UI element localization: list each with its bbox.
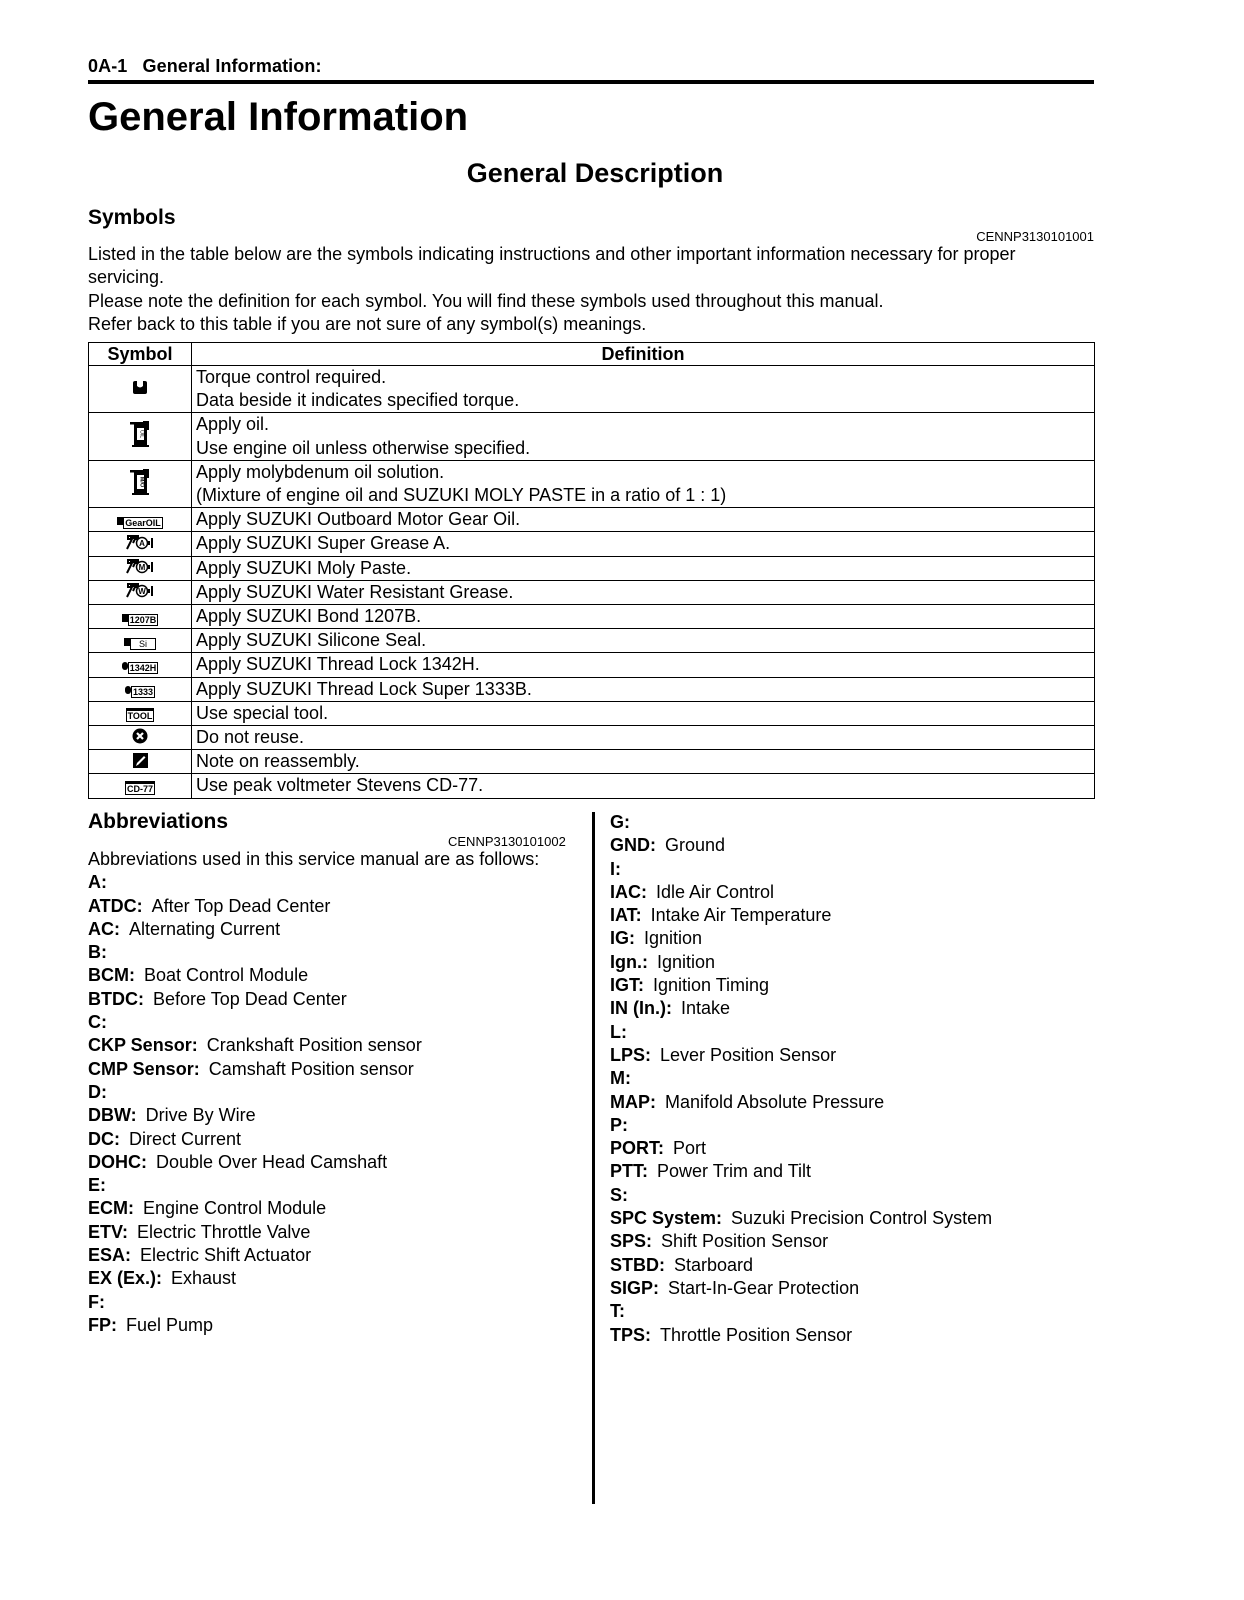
abbreviation-term: BTDC:: [88, 988, 144, 1009]
table-row: [89, 653, 1095, 677]
abbreviation-term: PTT:: [610, 1161, 648, 1182]
note-pencil-icon: [133, 752, 148, 773]
definition-cell: [192, 774, 1095, 798]
abbreviation-definition: Intake Air Temperature: [650, 905, 832, 926]
symbol-cell: [89, 653, 192, 677]
abbreviation-entry: [88, 1058, 578, 1081]
abbreviation-term: IG:: [610, 928, 635, 949]
table-row: [89, 677, 1095, 701]
abbreviation-entry: [610, 1277, 1090, 1300]
abbreviation-term: SIGP:: [610, 1277, 660, 1298]
intro-paragraph: Please note the definition for each symbol. You will find these symbols used throughout this manual.: [88, 290, 884, 311]
thread-lock-icon: 1342H: [122, 655, 159, 676]
column-divider: [592, 812, 595, 1504]
definition-cell: [192, 677, 1095, 701]
definition-cell: [192, 726, 1095, 750]
symbol-cell: [89, 508, 192, 532]
abbreviation-entry: [88, 1174, 578, 1197]
abbreviation-term: ETV:: [88, 1221, 129, 1242]
abbreviation-entry: [88, 988, 578, 1011]
definition-line: Data beside it indicates specified torque.: [196, 390, 520, 411]
toolbox-icon: TOOL: [126, 703, 155, 724]
abbreviation-definition: Intake: [680, 998, 731, 1019]
table-header-row: [89, 343, 1095, 366]
abbreviation-term: I:: [610, 858, 621, 879]
abbreviation-entry: [88, 1267, 578, 1290]
symbol-cell: [89, 532, 192, 556]
definition-cell: [192, 605, 1095, 629]
definition-line: Apply SUZUKI Water Resistant Grease.: [196, 581, 514, 602]
abbreviation-term: FP:: [88, 1314, 117, 1335]
intro-paragraph: Refer back to this table if you are not sure of any symbol(s) meanings.: [88, 313, 647, 334]
moly-oil-can-icon: [129, 468, 151, 501]
abbreviation-term: CMP Sensor:: [88, 1058, 200, 1079]
abbreviation-definition: Shift Position Sensor: [661, 1231, 829, 1252]
abbreviation-definition: Electric Throttle Valve: [137, 1221, 311, 1242]
abbreviation-definition: Start-In-Gear Protection: [668, 1277, 860, 1298]
oil-can-icon: [129, 420, 151, 453]
abbreviation-entry: [610, 927, 1090, 950]
table-row: [89, 366, 1095, 413]
running-header: [88, 56, 322, 77]
abbreviation-definition: Manifold Absolute Pressure: [665, 1091, 885, 1112]
abbreviation-definition: Suzuki Precision Control System: [731, 1208, 993, 1229]
definition-cell: [192, 366, 1095, 413]
abbreviation-term: PORT:: [610, 1138, 664, 1159]
definition-line: Apply SUZUKI Silicone Seal.: [196, 630, 427, 651]
abbreviation-definition: After Top Dead Center: [151, 895, 331, 916]
bond-tube-icon: 1207B: [122, 607, 159, 628]
abbreviation-term: ATDC:: [88, 895, 143, 916]
abbreviation-definition: Lever Position Sensor: [660, 1044, 837, 1065]
abbreviation-term: LPS:: [610, 1044, 652, 1065]
abbreviation-entry: [610, 858, 1090, 881]
abbreviation-entry: [610, 1091, 1090, 1114]
abbreviation-term: SPC System:: [610, 1208, 723, 1229]
abbreviation-entry: [88, 895, 578, 918]
header-rule: [88, 80, 1094, 84]
definition-cell: [192, 580, 1095, 604]
abbreviation-entry: [610, 997, 1090, 1020]
svg-text:A: A: [139, 538, 145, 548]
abbreviation-definition: Boat Control Module: [144, 965, 309, 986]
abbreviation-definition: Power Trim and Tilt: [657, 1161, 812, 1182]
abbreviation-term: AC:: [88, 918, 120, 939]
abbreviation-term: S:: [610, 1184, 628, 1205]
abbreviation-definition: Double Over Head Camshaft: [156, 1151, 388, 1172]
definition-cell: [192, 556, 1095, 580]
definition-line: Apply SUZUKI Bond 1207B.: [196, 606, 422, 627]
abbreviation-definition: Crankshaft Position sensor: [206, 1035, 422, 1056]
definition-cell: [192, 532, 1095, 556]
abbreviation-entry: [88, 941, 578, 964]
symbol-cell: [89, 580, 192, 604]
abbreviation-entry: [610, 904, 1090, 927]
definition-line: (Mixture of engine oil and SUZUKI MOLY PASTE in a ratio of 1 : 1): [196, 485, 727, 506]
symbol-cell: [89, 750, 192, 774]
abbreviation-entry: [88, 918, 578, 941]
abbreviation-list-left: [88, 871, 578, 1337]
definition-line: Apply oil.: [196, 414, 270, 435]
abbreviation-entry: [88, 1104, 578, 1127]
thread-lock-super-icon: 1333: [125, 679, 155, 700]
symbol-cell: [89, 413, 192, 460]
abbreviations-right-column: [610, 811, 1090, 1347]
abbreviation-term: DOHC:: [88, 1151, 147, 1172]
symbol-cell: [89, 605, 192, 629]
abbreviation-term: BCM:: [88, 965, 135, 986]
abbreviation-entry: [610, 1254, 1090, 1277]
table-row: [89, 605, 1095, 629]
grease-gun-a-icon: [125, 534, 155, 555]
definition-line: Use engine oil unless otherwise specified.: [196, 437, 531, 458]
abbreviation-entry: [88, 1034, 578, 1057]
table-row: [89, 580, 1095, 604]
symbols-intro: [88, 243, 1094, 336]
symbol-table: [88, 342, 1095, 799]
table-row: [89, 750, 1095, 774]
gear-oil-tube-icon: GearOIL: [117, 510, 163, 531]
abbreviation-definition: Throttle Position Sensor: [660, 1324, 853, 1345]
silicone-tube-icon: Si: [124, 631, 156, 652]
abbreviation-term: P:: [610, 1114, 628, 1135]
abbreviation-entry: [610, 1300, 1090, 1323]
abbreviation-definition: Ignition Timing: [653, 975, 770, 996]
symbol-cell: [89, 774, 192, 798]
table-row: [89, 508, 1095, 532]
abbreviation-term: IAC:: [610, 881, 647, 902]
abbreviation-term: ECM:: [88, 1198, 134, 1219]
abbreviation-definition: Fuel Pump: [126, 1314, 214, 1335]
abbreviation-entry: [610, 974, 1090, 997]
page-number: 0A-1: [88, 56, 128, 76]
symbols-reference-code: CENNP3130101001: [976, 229, 1094, 244]
definition-line: Apply SUZUKI Outboard Motor Gear Oil.: [196, 509, 521, 530]
symbol-cell: [89, 460, 192, 507]
abbreviation-entry: [88, 1011, 578, 1034]
column-header-symbol: Symbol: [89, 343, 192, 366]
definition-line: Apply SUZUKI Thread Lock Super 1333B.: [196, 678, 532, 699]
abbreviation-definition: Idle Air Control: [656, 881, 775, 902]
abbreviations-reference-code: CENNP3130101002: [448, 834, 566, 849]
abbreviation-term: GND:: [610, 835, 656, 856]
abbreviation-definition: Ignition: [644, 928, 703, 949]
symbol-cell: [89, 677, 192, 701]
abbreviation-entry: [610, 834, 1090, 857]
symbol-cell: [89, 366, 192, 413]
abbreviation-term: EX (Ex.):: [88, 1268, 163, 1289]
page-title: General Information: [88, 95, 469, 139]
abbreviation-entry: [610, 811, 1090, 834]
table-row: [89, 629, 1095, 653]
do-not-reuse-icon: [132, 728, 148, 749]
abbreviation-term: T:: [610, 1301, 625, 1322]
definition-cell: [192, 508, 1095, 532]
abbreviation-term: IAT:: [610, 905, 642, 926]
table-row: [89, 413, 1095, 460]
definition-cell: [192, 629, 1095, 653]
abbreviation-entry: [88, 1151, 578, 1174]
abbreviation-entry: [610, 1021, 1090, 1044]
abbreviation-term: F:: [88, 1291, 105, 1312]
grease-gun-w-icon: [125, 582, 155, 603]
abbreviation-term: L:: [610, 1021, 627, 1042]
table-row: [89, 701, 1095, 725]
abbreviation-definition: Camshaft Position sensor: [208, 1058, 414, 1079]
symbol-cell: [89, 556, 192, 580]
abbreviation-term: STBD:: [610, 1254, 665, 1275]
section-title: General Description: [466, 158, 724, 188]
abbreviation-term: B:: [88, 942, 107, 963]
abbreviation-entry: [88, 1197, 578, 1220]
definition-line: Torque control required.: [196, 367, 387, 387]
abbreviation-term: IN (In.):: [610, 998, 672, 1019]
definition-line: Use peak voltmeter Stevens CD-77.: [196, 775, 484, 796]
abbreviation-term: C:: [88, 1012, 107, 1033]
abbreviation-entry: [610, 951, 1090, 974]
abbreviation-definition: Drive By Wire: [145, 1105, 256, 1126]
abbreviation-definition: Alternating Current: [129, 918, 281, 939]
table-row: [89, 556, 1095, 580]
svg-text:M/O: M/O: [138, 476, 145, 487]
intro-paragraph: Listed in the table below are the symbols indicating instructions and other important information necessary for proper servicing.: [88, 244, 1016, 288]
abbreviation-entry: [610, 1067, 1090, 1090]
running-header-title: General Information:: [142, 56, 322, 76]
abbreviation-term: ESA:: [88, 1245, 132, 1266]
svg-text:W: W: [138, 587, 146, 597]
abbreviation-entry: [88, 1128, 578, 1151]
abbreviations-heading: Abbreviations: [88, 810, 229, 833]
definition-line: Use special tool.: [196, 702, 329, 723]
table-row: [89, 774, 1095, 798]
abbreviation-definition: Exhaust: [171, 1268, 237, 1289]
abbreviation-list-right: [610, 811, 1090, 1347]
voltmeter-case-icon: CD-77: [125, 776, 155, 797]
definition-line: Apply SUZUKI Super Grease A.: [196, 533, 451, 554]
abbreviation-entry: [610, 1207, 1090, 1230]
abbreviation-entry: [610, 1184, 1090, 1207]
definition-cell: [192, 460, 1095, 507]
abbreviation-term: A:: [88, 872, 107, 893]
abbreviations-left-column: [88, 848, 578, 1337]
abbreviation-entry: [610, 1230, 1090, 1253]
abbreviation-term: Ign.:: [610, 951, 648, 972]
grease-gun-m-icon: [125, 558, 155, 579]
abbreviation-term: TPS:: [610, 1324, 652, 1345]
abbreviation-entry: [610, 1137, 1090, 1160]
abbreviation-entry: [88, 1291, 578, 1314]
abbreviation-entry: [610, 1160, 1090, 1183]
abbreviation-term: D:: [88, 1081, 107, 1102]
abbreviation-entry: [610, 1114, 1090, 1137]
definition-line: Apply SUZUKI Moly Paste.: [196, 557, 412, 578]
abbreviation-entry: [88, 964, 578, 987]
abbreviation-definition: Ignition: [657, 951, 716, 972]
column-header-definition: Definition: [192, 343, 1095, 366]
abbreviation-term: IGT:: [610, 975, 644, 996]
abbreviation-entry: [610, 1324, 1090, 1347]
abbreviation-definition: Engine Control Module: [143, 1198, 327, 1219]
abbreviation-term: DC:: [88, 1128, 120, 1149]
abbreviation-entry: [88, 1314, 578, 1337]
abbreviation-definition: Port: [673, 1138, 707, 1159]
abbreviation-definition: Direct Current: [129, 1128, 242, 1149]
abbreviation-definition: Electric Shift Actuator: [140, 1245, 312, 1266]
definition-cell: [192, 413, 1095, 460]
symbol-cell: [89, 629, 192, 653]
symbols-heading: Symbols: [88, 206, 176, 229]
definition-line: Apply SUZUKI Thread Lock 1342H.: [196, 654, 480, 675]
abbreviation-term: G:: [610, 812, 630, 832]
symbol-cell: [89, 701, 192, 725]
table-row: [89, 460, 1095, 507]
abbreviation-term: CKP Sensor:: [88, 1035, 198, 1056]
svg-text:M: M: [138, 563, 146, 573]
svg-text:OIL: OIL: [138, 430, 145, 439]
definition-line: Apply molybdenum oil solution.: [196, 461, 445, 482]
abbreviation-entry: [88, 1081, 578, 1104]
abbreviation-entry: [88, 1244, 578, 1267]
abbreviation-term: SPS:: [610, 1231, 653, 1252]
torque-wrench-icon: [132, 379, 148, 400]
abbreviation-entry: [88, 1221, 578, 1244]
abbreviation-term: MAP:: [610, 1091, 656, 1112]
definition-cell: [192, 750, 1095, 774]
table-row: [89, 726, 1095, 750]
abbreviation-entry: [610, 881, 1090, 904]
abbreviation-term: M:: [610, 1068, 631, 1089]
definition-line: Do not reuse.: [196, 727, 305, 748]
definition-cell: [192, 653, 1095, 677]
definition-cell: [192, 701, 1095, 725]
table-row: [89, 532, 1095, 556]
symbol-cell: [89, 726, 192, 750]
abbreviation-term: E:: [88, 1175, 106, 1196]
abbreviation-term: DBW:: [88, 1105, 137, 1126]
abbreviation-entry: [88, 871, 578, 894]
abbreviation-definition: Before Top Dead Center: [153, 988, 347, 1009]
abbreviations-intro: Abbreviations used in this service manual are as follows:: [88, 849, 540, 869]
definition-line: Note on reassembly.: [196, 751, 360, 772]
abbreviation-entry: [610, 1044, 1090, 1067]
abbreviation-definition: Ground: [665, 835, 726, 856]
abbreviation-definition: Starboard: [674, 1254, 754, 1275]
